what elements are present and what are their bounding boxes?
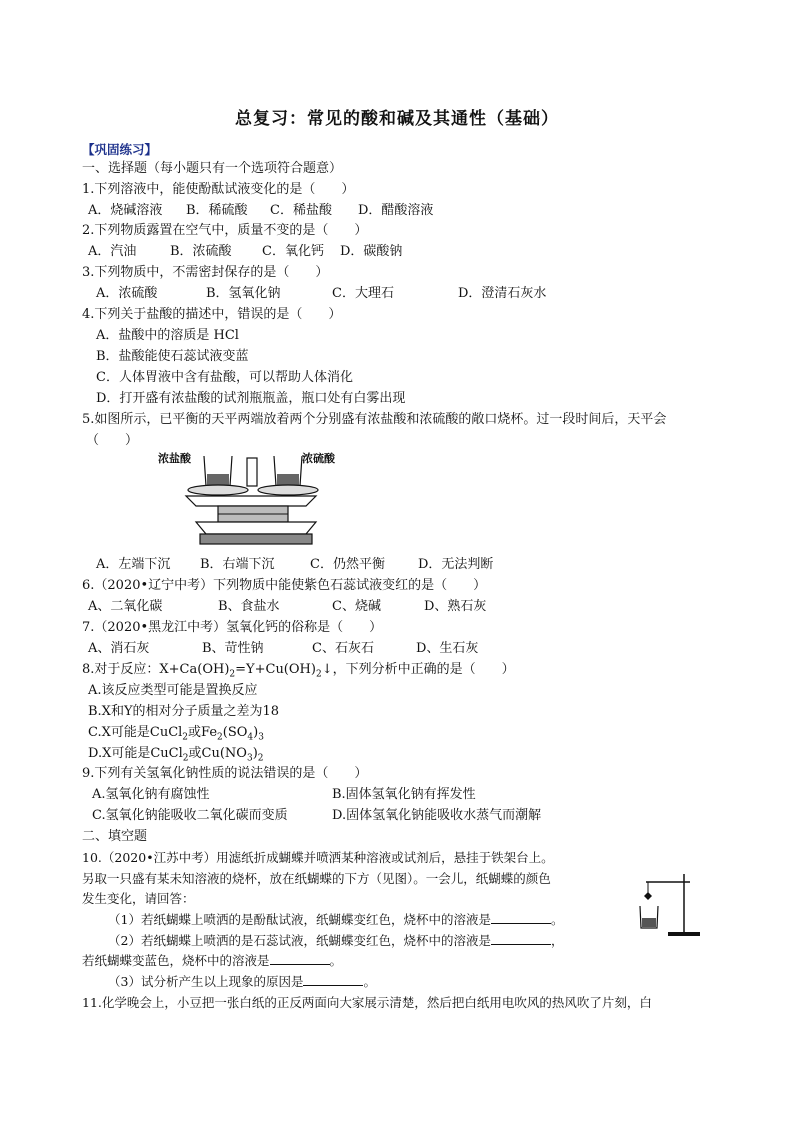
q8-d-sub2b: 2 xyxy=(257,753,264,764)
section-tag: 【巩固练习】 xyxy=(82,142,158,157)
q10-line3: 发生变化，请回答： xyxy=(82,891,195,906)
q4-stem: 4.下列关于盐酸的描述中，错误的是（ ） xyxy=(82,307,342,322)
q8-sub-2a: 2 xyxy=(229,669,236,680)
q8-d-mid: 或Cu(NO xyxy=(188,746,247,761)
beaker-liquid xyxy=(642,918,656,927)
q9-option-a: A.氢氧化钠有腐蚀性 xyxy=(92,787,210,802)
q7-option-a: A、消石灰 xyxy=(88,641,150,656)
q5-option-c: C．仍然平衡 xyxy=(310,557,385,572)
q5-option-b: B．右端下沉 xyxy=(200,557,275,572)
q9-option-c: C.氢氧化钠能吸收二氧化碳而变质 xyxy=(92,808,288,823)
q10-blank-3[interactable] xyxy=(270,952,330,965)
q9-stem: 9.下列有关氢氧化钠性质的说法错误的是（ ） xyxy=(82,766,368,781)
q8-d-sub2: 2 xyxy=(182,753,189,764)
q1-option-d: D．醋酸溶液 xyxy=(358,203,434,218)
q10-sub1 xyxy=(108,911,563,929)
q8-c-pre: C.X可能是CuCl xyxy=(88,725,183,740)
q6-option-c: C、烧碱 xyxy=(332,599,381,614)
q8-stem-mid: =Y+Cu(OH) xyxy=(235,662,316,677)
q1-stem: 1.下列溶液中，能使酚酞试液变化的是（ ） xyxy=(82,182,355,197)
q7-stem: 7.（2020•黑龙江中考）氢氧化钙的俗称是（ ） xyxy=(82,620,383,635)
q10-line2: 另取一只盛有某未知溶液的烧杯，放在纸蝴蝶的下方（见图）。一会儿，纸蝴蝶的颜色 xyxy=(82,871,551,886)
q2-option-b: B．浓硫酸 xyxy=(170,244,232,259)
q10-sub2-text: （2）若纸蝴蝶上喷洒的是石蕊试液，纸蝴蝶变红色，烧杯中的溶液是 xyxy=(108,933,491,948)
q2-option-d: D．碳酸钠 xyxy=(340,244,403,259)
q6-stem: 6.（2020•辽宁中考）下列物质中能使紫色石蕊试液变红的是（ ） xyxy=(82,578,487,593)
q10-blank-2[interactable] xyxy=(491,932,551,945)
left-liquid xyxy=(207,474,229,485)
q8-d-pre: D.X可能是CuCl xyxy=(88,746,183,761)
q10-sub2b-end: 。 xyxy=(329,953,343,968)
q8-c-sub3: 3 xyxy=(258,732,264,743)
q6-option-b: B、食盐水 xyxy=(218,599,280,614)
q8-c-sub2b: 2 xyxy=(217,732,223,743)
q8-option-c xyxy=(88,724,264,747)
q7-option-b: B、苛性钠 xyxy=(202,641,264,656)
q10-sub2-end: ， xyxy=(550,933,564,948)
q2-stem: 2.下列物质露置在空气中，质量不变的是（ ） xyxy=(82,223,368,238)
right-liquid xyxy=(277,474,299,485)
q3-option-c: C．大理石 xyxy=(332,286,394,301)
q10-sub2 xyxy=(108,932,563,950)
stand-base xyxy=(668,932,700,936)
q3-option-b: B．氢氧化钠 xyxy=(206,286,281,301)
q2-option-a: A．汽油 xyxy=(88,244,137,259)
q8-c-mid: 或Fe xyxy=(188,725,218,740)
q10-blank-4[interactable] xyxy=(303,973,363,986)
q5-stem-line2: （ ） xyxy=(86,433,139,448)
q4-option-c: C．人体胃液中含有盐酸，可以帮助人体消化 xyxy=(96,370,353,385)
q4-option-b: B．盐酸能使石蕊试液变蓝 xyxy=(96,349,249,364)
q8-sub-2b: 2 xyxy=(315,669,322,680)
center-pointer xyxy=(247,458,257,486)
iron-stand-figure xyxy=(632,872,702,942)
q1-option-b: B．稀硫酸 xyxy=(186,203,248,218)
page-title: 总复习：常见的酸和碱及其通性（基础） xyxy=(235,109,559,129)
q1-option-a: A．烧碱溶液 xyxy=(88,203,163,218)
part2-heading: 二、填空题 xyxy=(82,829,148,844)
paper-butterfly xyxy=(644,892,652,900)
q1-option-c: C．稀盐酸 xyxy=(270,203,332,218)
q8-c-so: (SO xyxy=(222,725,248,740)
part1-heading: 一、选择题（每小题只有一个选项符合题意） xyxy=(82,161,343,176)
q9-option-b: B.固体氢氧化钠有挥发性 xyxy=(332,787,476,802)
base-plate xyxy=(196,522,316,534)
q7-option-d: D、生石灰 xyxy=(416,641,479,656)
q8-c-sub2: 2 xyxy=(182,732,189,743)
base-foot xyxy=(200,534,312,544)
q8-stem-post: ↓，下列分析中正确的是（ ） xyxy=(321,662,515,677)
q10-sub3-text: （3）试分析产生以上现象的原因是 xyxy=(108,974,304,989)
q10-sub1-end: 。 xyxy=(550,912,564,927)
q8-option-a: A.该反应类型可能是置换反应 xyxy=(88,683,258,698)
q11-line1: 11.化学晚会上，小豆把一张白纸的正反两面向大家展示清楚，然后把白纸用电吹风的热风吹了片刻，白 xyxy=(82,995,652,1010)
label-hydrochloric-acid: 浓盐酸 xyxy=(158,452,191,465)
q3-option-d: D．澄清石灰水 xyxy=(458,286,547,301)
q8-d-end: ) xyxy=(252,746,258,761)
q10-blank-1[interactable] xyxy=(491,911,551,924)
q5-stem-line1: 5.如图所示，已平衡的天平两端放着两个分别盛有浓盐酸和浓硫酸的敞口烧杯。过一段时间后，天平会 xyxy=(82,412,667,427)
q10-sub1-text: （1）若纸蝴蝶上喷洒的是酚酞试液，纸蝴蝶变红色，烧杯中的溶液是 xyxy=(108,912,491,927)
q6-option-a: A、二氧化碳 xyxy=(88,599,163,614)
iron-stand-diagram xyxy=(632,872,702,942)
q3-option-a: A．浓硫酸 xyxy=(96,286,158,301)
q8-option-b: B.X和Y的相对分子质量之差为18 xyxy=(88,704,280,719)
label-sulfuric-acid: 浓硫酸 xyxy=(302,452,335,465)
q8-stem-pre: 8.对于反应：X+Ca(OH) xyxy=(82,662,230,677)
balance-figure xyxy=(156,450,346,550)
q4-option-a: A．盐酸中的溶质是 HCl xyxy=(96,328,239,343)
q10-sub3 xyxy=(108,973,376,991)
right-pan xyxy=(258,485,318,495)
q7-option-c: C、石灰石 xyxy=(312,641,374,656)
q10-line1: 10.（2020•江苏中考）用滤纸折成蝴蝶并喷洒某种溶液或试剂后，悬挂于铁架台上。 xyxy=(82,850,554,865)
q8-d-sub3: 3 xyxy=(246,753,253,764)
q5-option-a: A．左端下沉 xyxy=(96,557,171,572)
q5-option-d: D．无法判断 xyxy=(418,557,494,572)
q3-stem: 3.下列物质中，不需密封保存的是（ ） xyxy=(82,265,329,280)
beam xyxy=(186,496,316,506)
balance-diagram xyxy=(156,450,346,550)
q2-option-c: C．氧化钙 xyxy=(262,244,324,259)
q9-option-d: D.固体氢氧化钠能吸收水蒸气而潮解 xyxy=(332,808,542,823)
q8-c-sub4: 4 xyxy=(247,732,254,743)
q4-option-d: D．打开盛有浓盐酸的试剂瓶瓶盖，瓶口处有白雾出现 xyxy=(96,391,406,406)
q10-sub2b-text: 若纸蝴蝶变蓝色，烧杯中的溶液是 xyxy=(82,953,270,968)
q8-c-end: ) xyxy=(253,725,259,740)
q6-option-d: D、熟石灰 xyxy=(424,599,487,614)
q10-sub2b xyxy=(82,952,342,970)
q10-sub3-end: 。 xyxy=(363,974,376,989)
q8-stem xyxy=(82,661,515,684)
left-pan xyxy=(188,485,248,495)
